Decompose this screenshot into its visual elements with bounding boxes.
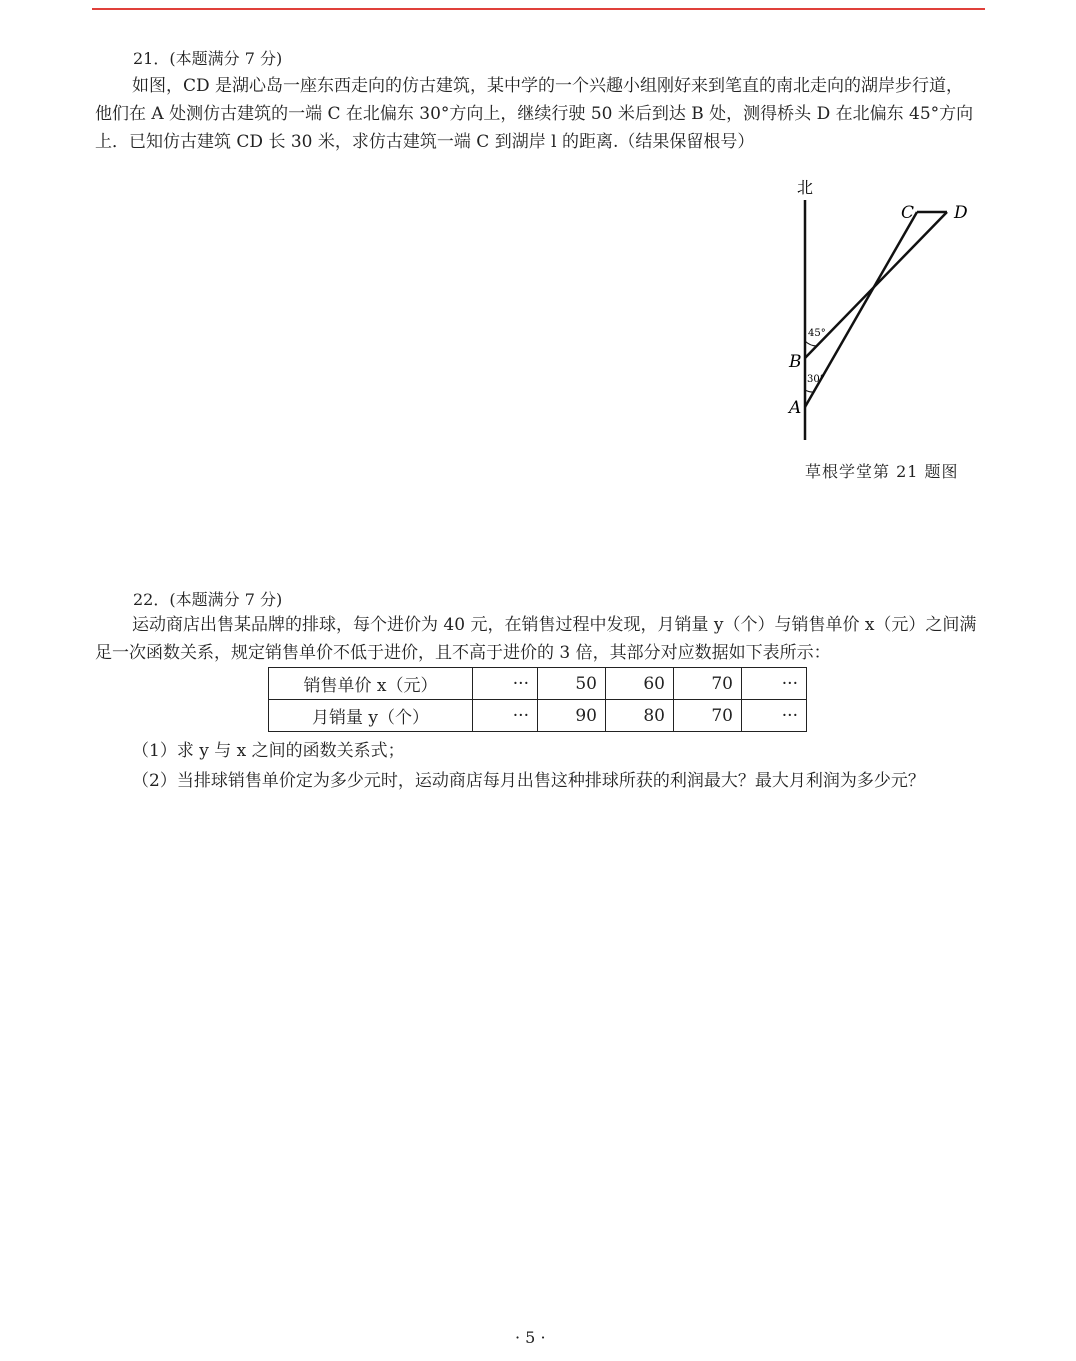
table-cell: ··· bbox=[473, 700, 538, 732]
problem-22-text bbox=[95, 611, 980, 667]
label-C: C bbox=[901, 203, 915, 223]
top-rule bbox=[92, 8, 985, 10]
angle-arc-A bbox=[805, 390, 814, 392]
label-D: D bbox=[954, 203, 968, 223]
problem-22-body: 运动商店出售某品牌的排球，每个进价为 40 元，在销售过程中发现，月销量 y（个）与销售单价 x（元）之间满足一次函数关系，规定销售单价不低于进价，且不高于进价的 3 倍，其部分对应数据如下表所示： bbox=[95, 615, 977, 663]
label-B: B bbox=[789, 352, 802, 372]
page-number: · 5 · bbox=[515, 1328, 546, 1347]
table-row bbox=[269, 700, 807, 732]
data-table bbox=[268, 667, 807, 732]
problem-21-body: 如图，CD 是湖心岛一座东西走向的仿古建筑，某中学的一个兴趣小组刚好来到笔直的南北走向的湖岸步行道，他们在 A 处测仿古建筑的一端 C 在北偏东 30°方向上，继续行驶 50 米后到达 B 处，测得桥头 D 在北偏东 45°方向上．已知仿古建筑 CD 长 30 米，求仿古建筑一端 C 到湖岸 l 的距离.（结果保留根号） bbox=[95, 76, 974, 152]
table-cell: ··· bbox=[742, 700, 807, 732]
question-1-text: （1）求 y 与 x 之间的函数关系式； bbox=[132, 741, 405, 761]
angle-45-label: 45° bbox=[808, 328, 826, 339]
table-cell: ··· bbox=[742, 668, 807, 700]
table-cell: 50 bbox=[538, 668, 606, 700]
problem-21-text bbox=[95, 72, 980, 156]
problem-22-heading: 22．(本题满分 7 分) bbox=[133, 590, 283, 609]
angle-arc-B bbox=[805, 341, 817, 346]
problem-21-heading: 21．(本题满分 7 分) bbox=[133, 49, 283, 68]
table-cell: 80 bbox=[606, 700, 674, 732]
label-A: A bbox=[789, 398, 802, 418]
table-cell: 70 bbox=[674, 668, 742, 700]
table-cell: 60 bbox=[606, 668, 674, 700]
table-cell: 70 bbox=[674, 700, 742, 732]
north-label: 北 bbox=[797, 178, 814, 197]
question-2 bbox=[95, 766, 980, 796]
angle-30-label: 30° bbox=[807, 374, 825, 385]
question-2-text: （2）当排球销售单价定为多少元时，运动商店每月出售这种排球所获的利润最大？最大月利润为多少元？ bbox=[132, 771, 925, 791]
table-row-label: 销售单价 x（元） bbox=[269, 668, 473, 700]
question-1 bbox=[95, 736, 980, 766]
table-cell: ··· bbox=[473, 668, 538, 700]
problem-21-figure bbox=[770, 175, 980, 465]
table-row-label: 月销量 y（个） bbox=[269, 700, 473, 732]
figure-caption: 草根学堂第 21 题图 bbox=[805, 462, 959, 481]
table-cell: 90 bbox=[538, 700, 606, 732]
table-row bbox=[269, 668, 807, 700]
